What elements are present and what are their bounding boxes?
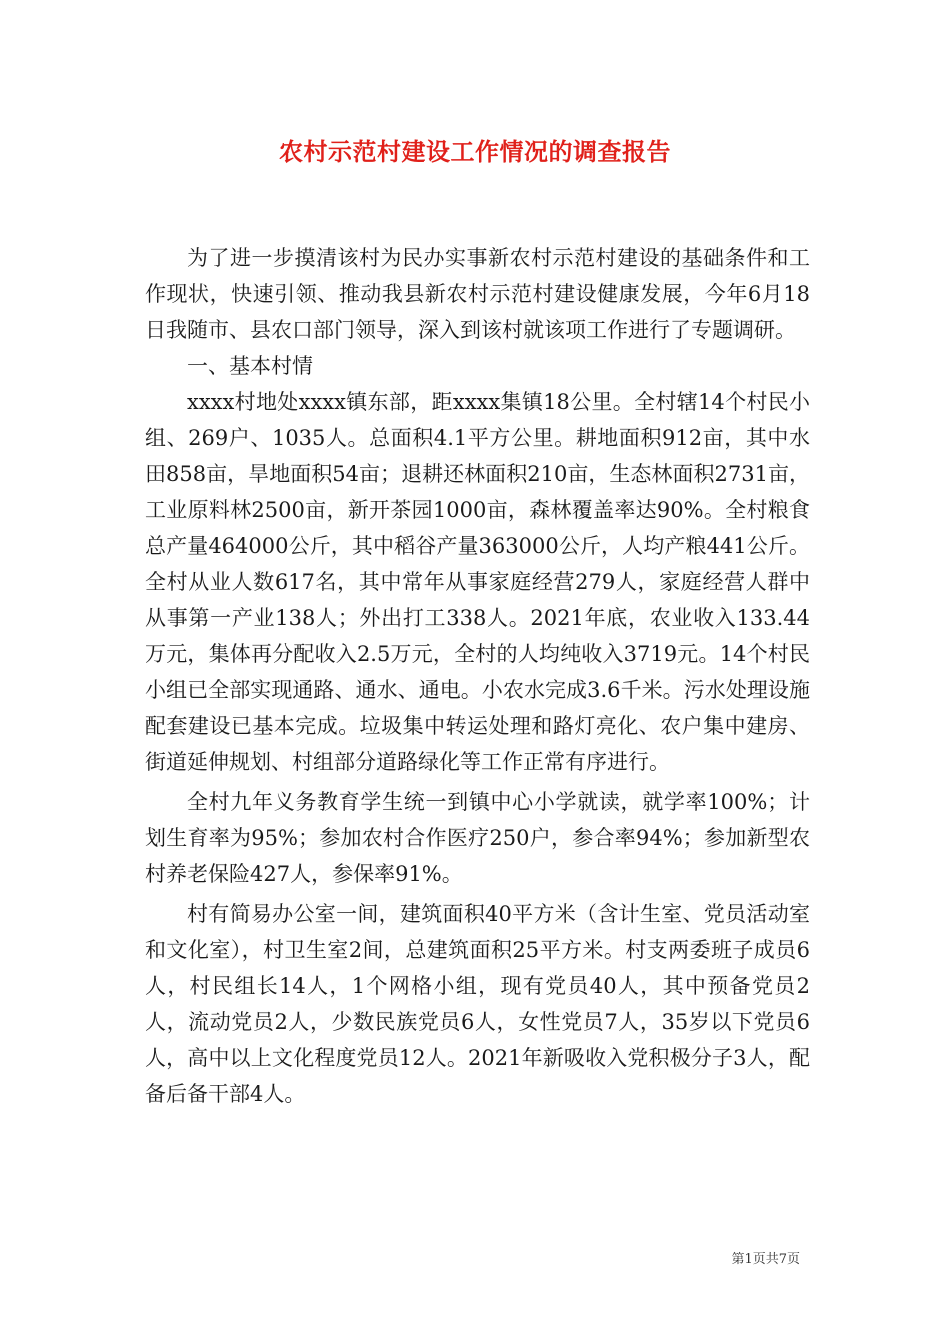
document-body — [145, 240, 810, 1112]
section-heading-basic-info: 一、基本村情 — [187, 354, 313, 378]
paragraph-organization: 村有简易办公室一间，建筑面积40平方米（含计生室、党员活动室和文化室），村卫生室2间，总建筑面积25平方米。村支两委班子成员6人，村民组长14人，1个网格小组，现有党员40人，其中预备党员2人，流动党员2人，少数民族党员6人，女性党员7人，35岁以下党员6人，高中以上文化程度党员12人。2021年新吸收入党积极分子3人，配备后备干部4人。 — [145, 902, 810, 1106]
paragraph-basic-info: xxxx村地处xxxx镇东部，距xxxx集镇18公里。全村辖14个村民小组、269户、1035人。总面积4.1平方公里。耕地面积912亩，其中水田858亩，旱地面积54亩；退耕还林面积210亩，生态林面积2731亩，工业原料林2500亩，新开茶园1000亩，森林覆盖率达90%。全村粮食总产量464000公斤，其中稻谷产量363000公斤，人均产粮441公斤。全村从业人数617名，其中常年从事家庭经营279人，家庭经营人群中从事第一产业138人；外出打工338人。2021年底，农业收入133.44万元，集体再分配收入2.5万元，全村的人均纯收入3719元。14个村民小组已全部实现通路、通水、通电。小农水完成3.6千米。污水处理设施配套建设已基本完成。垃圾集中转运处理和路灯亮化、农户集中建房、街道延伸规划、村组部分道路绿化等工作正常有序进行。 — [145, 390, 810, 774]
paragraph-education-health: 全村九年义务教育学生统一到镇中心小学就读，就学率100%；计划生育率为95%；参加农村合作医疗250户，参合率94%；参加新型农村养老保险427人，参保率91%。 — [145, 790, 810, 886]
document-title: 农村示范村建设工作情况的调查报告 — [279, 137, 671, 166]
page-number: 第1页共7页 — [731, 1252, 800, 1267]
paragraph-intro: 为了进一步摸清该村为民办实事新农村示范村建设的基础条件和工作现状，快速引领、推动我县新农村示范村建设健康发展，今年6月18日我随市、县农口部门领导，深入到该村就该项工作进行了专题调研。 — [145, 246, 810, 342]
